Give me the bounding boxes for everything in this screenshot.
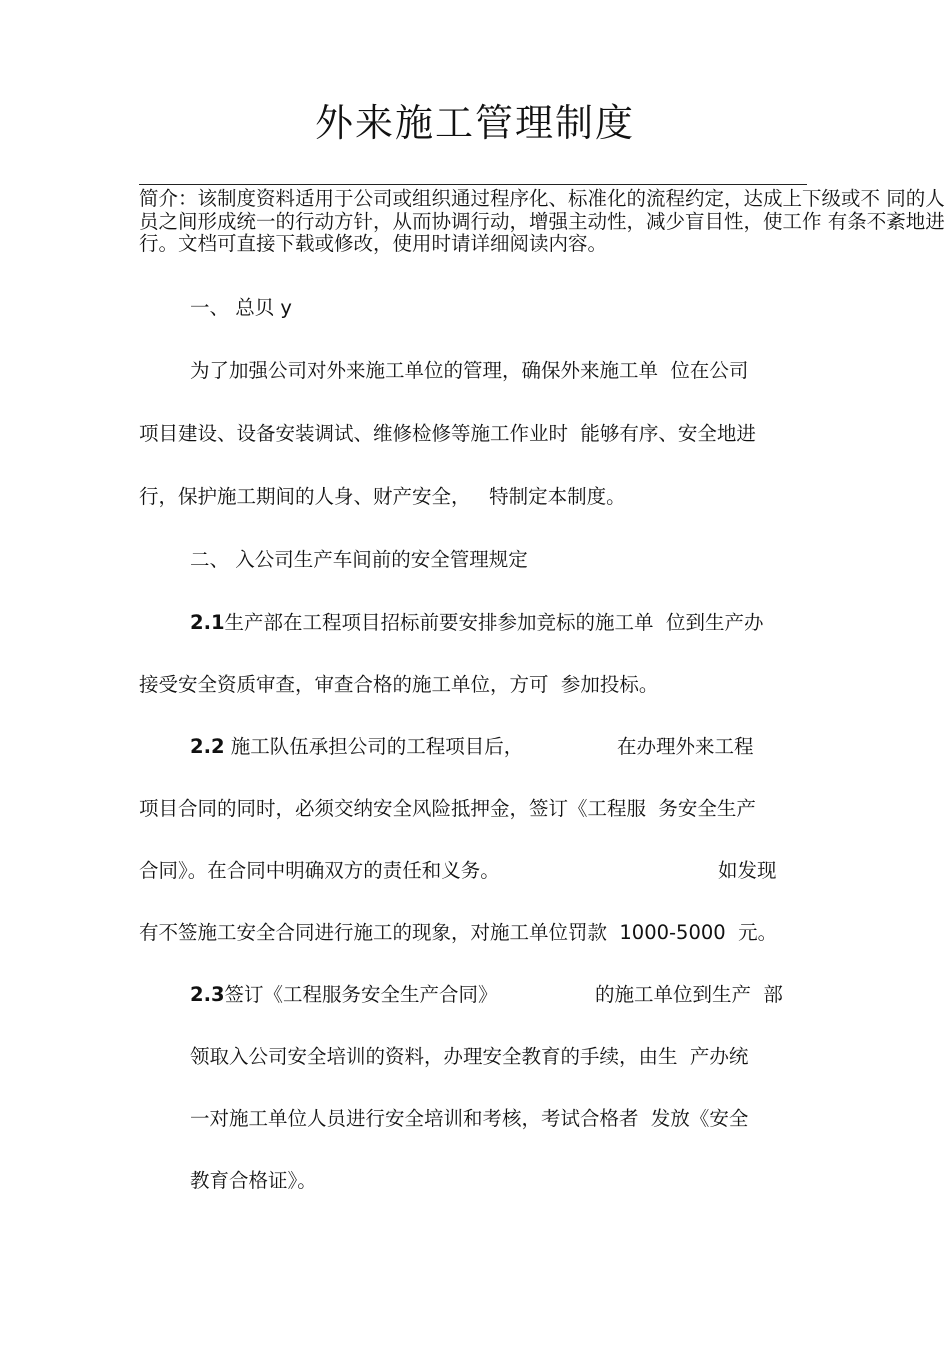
item-2-3-first-line: [190, 979, 498, 1007]
item-2-2-line: 合同》。在合同中明确双方的责任和义务。: [139, 859, 500, 882]
item-2-2-line: 项目合同的同时，必须交纳安全风险抵押金，签订《工程服 务安全生产: [139, 797, 756, 820]
item-number: 2.2: [190, 735, 225, 758]
summary-line: 员之间形成统一的行动方针，从而协调行动，增强主动性，减少盲目性，使工作 有条不紊地进: [139, 209, 945, 233]
section1-paragraph-line: 为了加强公司对外来施工单位的管理，确保外来施工单 位在公司: [190, 359, 749, 382]
document-title: 外来施工管理制度: [314, 101, 635, 145]
section1-paragraph-line: 项目建设、设备安装调试、维修检修等施工作业时 能够有序、安全地进: [139, 422, 756, 445]
summary-line: 行。文档可直接下载或修改，使用时请详细阅读内容。: [139, 232, 608, 255]
item-2-2-line-segment: 如发现: [718, 859, 777, 882]
section1-heading: 一、 总贝 y: [190, 296, 292, 319]
item-2-1-first-line: [190, 607, 763, 635]
item-2-2-first-line: [190, 731, 523, 759]
section1-paragraph-line: 行，保护施工期间的人身、财产安全， 特制定本制度。: [139, 485, 626, 508]
summary-divider: [139, 184, 807, 185]
item-2-3-line-segment: 的施工单位到生产 部: [595, 983, 783, 1006]
item-2-3-line: 教育合格证》。: [190, 1169, 317, 1192]
item-text: 施工队伍承担公司的工程项目后，: [230, 735, 524, 758]
summary-block: [139, 187, 945, 256]
item-2-3-line: 一对施工单位人员进行安全培训和考核，考试合格者 发放《安全: [190, 1107, 749, 1130]
item-text: 生产部在工程项目招标前要安排参加竞标的施工单 位到生产办: [224, 611, 764, 634]
item-2-3-line: 领取入公司安全培训的资料，办理安全教育的手续，由生 产办统: [190, 1045, 749, 1068]
section2-heading: 二、 入公司生产车间前的安全管理规定: [190, 548, 528, 571]
item-text: 签订《工程服务安全生产合同》: [224, 983, 498, 1006]
item-2-2-line-segment: 在办理外来工程: [617, 735, 754, 758]
item-number: 2.3: [190, 983, 225, 1006]
item-2-1-line: 接受安全资质审查，审查合格的施工单位，方可 参加投标。: [139, 673, 659, 696]
item-number: 2.1: [190, 611, 225, 634]
item-2-2-line: 有不签施工安全合同进行施工的现象，对施工单位罚款 1000-5000 元。: [139, 921, 778, 944]
summary-line: 简介：该制度资料适用于公司或组织通过程序化、标准化的流程约定，达成上下级或不 同的人: [139, 187, 945, 210]
